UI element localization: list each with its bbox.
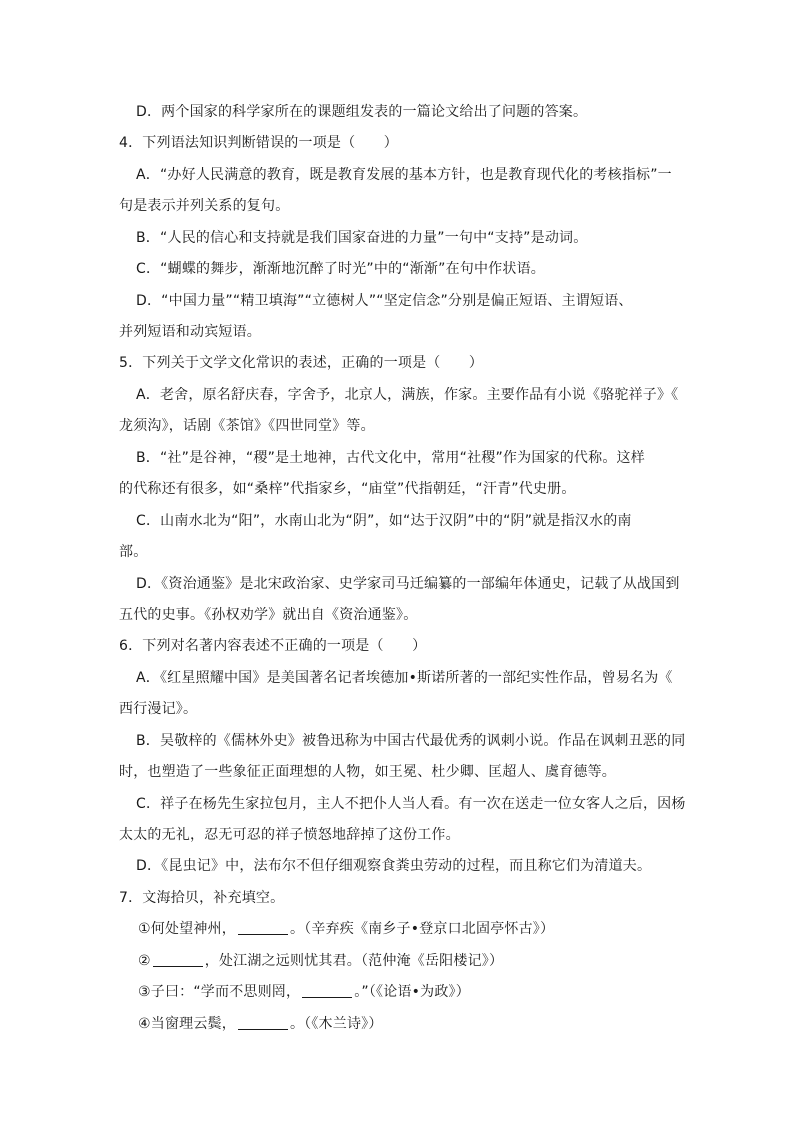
text-line: D．两个国家的科学家所在的课题组发表的一篇论文给出了问题的答案。	[136, 104, 588, 120]
fill-prefix: ①何处望神州，	[138, 921, 236, 937]
text-line: C．“蝴蝶的舞步，渐渐地沉醉了时光”中的“渐渐”在句中作状语。	[136, 261, 545, 277]
answer-blank[interactable]	[153, 952, 203, 967]
question-heading: 6．下列对名著内容表述不正确的一项是（ ）	[119, 638, 427, 654]
text-line: 句是表示并列关系的复句。	[119, 198, 290, 214]
fill-suffix: 。（辛弃疾《南乡子•登京口北固亭怀古》）	[289, 921, 555, 937]
fill-blank-line	[138, 951, 503, 971]
question-heading: 5．下列关于文学文化常识的表述，正确的一项是（ ）	[119, 355, 484, 371]
fill-prefix: ③子曰：“学而不思则罔，	[138, 984, 301, 1000]
text-line: 的代称还有很多，如“桑梓”代指家乡，“庙堂”代指朝廷，“汗青”代史册。	[119, 481, 576, 497]
text-line: 五代的史事。《孙权劝学》就出自《资治通鉴》。	[119, 607, 418, 623]
text-line: D．《资治通鉴》是北宋政治家、史学家司马迁编纂的一部编年体通史，记载了从战国到	[136, 576, 680, 592]
fill-prefix: ②	[138, 953, 151, 969]
fill-blank-line	[138, 982, 470, 1002]
answer-blank[interactable]	[238, 920, 288, 935]
text-line: A．《红星照耀中国》是美国著名记者埃德加•斯诺所著的一部纪实性作品，曾易名为《	[136, 670, 673, 686]
question-heading: 7．文海拾贝，补充填空。	[119, 890, 285, 906]
text-line: C．山南水北为“阳”，水南山北为“阴”，如“达于汉阴”中的“阴”就是指汉水的南	[136, 513, 632, 529]
question-heading: 4．下列语法知识判断错误的一项是（ ）	[119, 135, 398, 151]
fill-suffix: ，处江湖之远则忧其君。（范仲淹《岳阳楼记》）	[204, 953, 504, 969]
text-line: 并列短语和动宾短语。	[119, 324, 261, 340]
text-line: 龙须沟》，话剧《茶馆》《四世同堂》等。	[119, 418, 375, 434]
text-line: 太太的无礼，忍无可忍的祥子愤怒地辞掉了这份工作。	[119, 827, 460, 843]
fill-suffix: 。”（《论语•为政》）	[354, 984, 470, 1000]
text-line: B．吴敬梓的《儒林外史》被鲁迅称为中国古代最优秀的讽刺小说。作品在讽刺丑恶的同	[136, 733, 686, 749]
text-line: A．“办好人民满意的教育，既是教育发展的基本方针，也是教育现代化的考核指标”一	[136, 167, 672, 183]
answer-blank[interactable]	[302, 983, 352, 998]
fill-suffix: 。（《木兰诗》）	[289, 1016, 383, 1032]
text-line: 部。	[119, 544, 148, 560]
text-line: D．《昆虫记》中，法布尔不但仔细观察食粪虫劳动的过程，而且称它们为清道夫。	[136, 858, 652, 874]
text-line: A．老舍，原名舒庆春，字舍予，北京人，满族，作家。主要作品有小说《骆驼祥子》《	[136, 387, 679, 403]
fill-prefix: ④当窗理云鬓，	[138, 1016, 236, 1032]
answer-blank[interactable]	[238, 1015, 288, 1030]
text-line: D．“中国力量”“精卫填海”“立德树人”“坚定信念”分别是偏正短语、主谓短语、	[136, 293, 633, 309]
text-line: 时，也塑造了一些象征正面理想的人物，如王冕、杜少卿、匡超人、虞育德等。	[119, 764, 616, 780]
fill-blank-line	[138, 919, 554, 939]
text-line: 西行漫记》。	[119, 701, 198, 717]
text-line: B．“人民的信心和支持就是我们国家奋进的力量”一句中“支持”是动词。	[136, 230, 588, 246]
text-line: C．祥子在杨先生家拉包月，主人不把仆人当人看。有一次在送走一位女客人之后，因杨	[136, 796, 686, 812]
fill-blank-line	[138, 1014, 383, 1034]
text-line: B．“社”是谷神，“稷”是土地神，古代文化中，常用“社稷”作为国家的代称。这样	[136, 450, 645, 466]
